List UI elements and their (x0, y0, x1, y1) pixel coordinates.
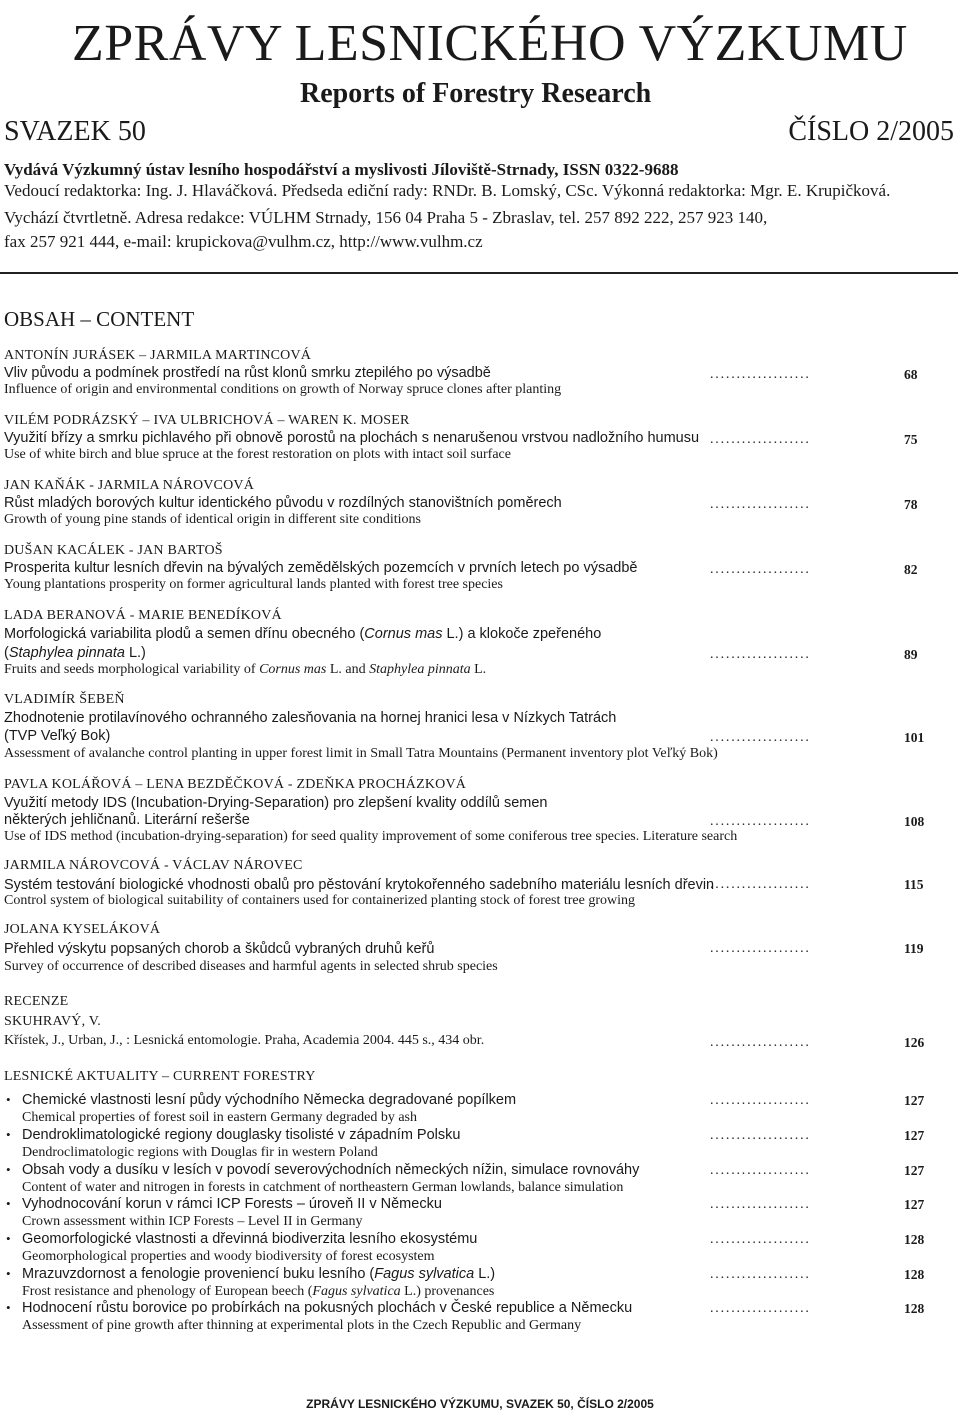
news-title-cz: Hodnocení růstu borovice po probírkách na pokusných plochách v České republice a Německu (22, 1300, 633, 1316)
news-title-en: Geomorphological properties and woody biodiversity of forest ecosystem (22, 1249, 435, 1264)
news-title-en: Content of water and nitrogen in forests in catchment of northeastern German lowlands, balance simulation (22, 1180, 624, 1195)
leader-dots: ................... (710, 1267, 811, 1282)
bullet-icon: • (6, 1300, 11, 1315)
entry-authors: ANTONÍN JURÁSEK – JARMILA MARTINCOVÁ (4, 348, 312, 363)
entry-title-cz: Přehled výskytu popsaných chorob a škůdců vybraných druhů keřů (4, 941, 435, 957)
leader-dots: ................... (710, 432, 811, 447)
leader-dots: ................... (710, 1163, 811, 1178)
leader-dots: ................... (710, 1093, 811, 1108)
entry-authors: JOLANA KYSELÁKOVÁ (4, 922, 161, 937)
header-divider (0, 272, 958, 274)
entry-title-en: Use of IDS method (incubation-drying-separation) for seed quality improvement of some coniferous tree species. Literature search (4, 829, 738, 844)
leader-dots: ................... (710, 814, 811, 829)
leader-dots: ................... (710, 562, 811, 577)
news-title-en: Frost resistance and phenology of European beech (Fagus sylvatica L.) provenances (22, 1284, 495, 1299)
entry-page: 101 (904, 730, 925, 745)
entry-authors: VLADIMÍR ŠEBEŇ (4, 692, 125, 707)
contact-line: fax 257 921 444, e-mail: krupickova@vulhm.cz, http://www.vulhm.cz (4, 232, 483, 251)
news-title-en: Dendroclimatologic regions with Douglas fir in western Poland (22, 1145, 378, 1160)
entry-page: 127 (904, 1093, 925, 1108)
journal-subtitle: Reports of Forestry Research (300, 78, 652, 109)
address-line: Vychází čtvrtletně. Adresa redakce: VÚLHM Strnady, 156 04 Praha 5 - Zbraslav, tel. 257 892 222, 257 923 140, (4, 208, 768, 227)
entry-authors: LADA BERANOVÁ - MARIE BENEDÍKOVÁ (4, 608, 282, 623)
entry-page: 127 (904, 1128, 925, 1143)
entry-page: 89 (904, 647, 918, 662)
leader-dots: ................... (710, 367, 811, 382)
entry-title-cz: Systém testování biologické vhodnosti obalů pro pěstování krytokořenného sadebního materiálu lesních dřevin (4, 877, 715, 893)
entry-authors: DUŠAN KACÁLEK - JAN BARTOŠ (4, 543, 223, 558)
entry-title-en: Fruits and seeds morphological variability of Cornus mas L. and Staphylea pinnata L. (4, 662, 487, 677)
entry-title-cz: Využití metody IDS (Incubation-Drying-Separation) pro zlepšení kvality oddílů semen (4, 795, 548, 811)
entry-page: 108 (904, 814, 925, 829)
bullet-icon: • (6, 1092, 11, 1107)
entry-title-cz-cont: některých jehličnanů. Literární rešerše (4, 812, 250, 828)
news-title-en: Crown assessment within ICP Forests – Level II in Germany (22, 1214, 363, 1229)
publisher-line: Vydává Výzkumný ústav lesního hospodářství a myslivosti Jíloviště-Strnady, ISSN 0322-9688 (4, 160, 679, 179)
entry-page: 128 (904, 1301, 925, 1316)
entry-page: 128 (904, 1267, 925, 1282)
page-footer: ZPRÁVY LESNICKÉHO VÝZKUMU, SVAZEK 50, ČÍSLO 2/2005 (306, 1397, 654, 1411)
news-title-cz: Mrazuvzdornost a fenologie proveniencí buku lesního (Fagus sylvatica L.) (22, 1266, 496, 1282)
entry-authors: JARMILA NÁROVCOVÁ - VÁCLAV NÁROVEC (4, 858, 303, 873)
entry-page: 127 (904, 1197, 925, 1212)
leader-dots: ................... (710, 1232, 811, 1247)
entry-title-en: Survey of occurrence of described diseases and harmful agents in selected shrub species (4, 959, 498, 974)
review-text: Křístek, J., Urban, J., : Lesnická entomologie. Praha, Academia 2004. 445 s., 434 obr. (4, 1033, 485, 1048)
entry-authors: VILÉM PODRÁZSKÝ – IVA ULBRICHOVÁ – WAREN K. MOSER (4, 413, 410, 428)
entry-title-en: Young plantations prosperity on former agricultural lands planted with forest tree species (4, 577, 503, 592)
entry-title-en: Influence of origin and environmental conditions on growth of Norway spruce clones after planting (4, 382, 562, 397)
bullet-icon: • (6, 1127, 11, 1142)
bullet-icon: • (6, 1266, 11, 1281)
leader-dots: ................... (710, 1035, 811, 1050)
entry-page: 78 (904, 497, 918, 512)
bullet-icon: • (6, 1231, 11, 1246)
bullet-icon: • (6, 1162, 11, 1177)
entry-title-cz: Prosperita kultur lesních dřevin na bývalých zemědělských pozemcích v prvních letech po výsadbě (4, 560, 638, 576)
review-author: SKUHRAVÝ, V. (4, 1014, 101, 1029)
entry-page: 119 (904, 941, 924, 956)
entry-title-cz: Vliv původu a podmínek prostředí na růst klonů smrku ztepilého po výsadbě (4, 365, 491, 381)
entry-page: 128 (904, 1232, 925, 1247)
entry-authors: JAN KAŇÁK - JARMILA NÁROVCOVÁ (4, 478, 255, 493)
entry-title-en: Control system of biological suitability of containers used for containerized planting stock of forest tree growing (4, 893, 636, 908)
bullet-icon: • (6, 1196, 11, 1211)
entry-title-en: Use of white birch and blue spruce at the forest restoration on plots with intact soil surface (4, 447, 511, 462)
leader-dots: ................... (710, 941, 811, 956)
leader-dots: ................... (710, 1128, 811, 1143)
leader-dots: ................... (710, 647, 811, 662)
entry-title-cz: Morfologická variabilita plodů a semen dřínu obecného (Cornus mas L.) a klokoče zpeřeného (4, 626, 602, 642)
news-title-cz: Vyhodnocování korun v rámci ICP Forests – úroveň II v Německu (22, 1196, 442, 1212)
leader-dots: ................... (710, 1197, 811, 1212)
news-title-cz: Dendroklimatologické regiony douglasky tisolisté v západním Polsku (22, 1127, 461, 1143)
review-heading: RECENZE (4, 994, 69, 1009)
entry-page: 68 (904, 367, 918, 382)
news-title-cz: Chemické vlastnosti lesní půdy východního Německa degradované popílkem (22, 1092, 517, 1108)
issue-number: ČÍSLO 2/2005 (788, 116, 954, 147)
entry-title-cz-cont: (Staphylea pinnata L.) (4, 645, 146, 661)
news-title-en: Chemical properties of forest soil in eastern Germany degraded by ash (22, 1110, 417, 1125)
entry-title-cz-cont: (TVP Veľký Bok) (4, 728, 111, 744)
news-heading: LESNICKÉ AKTUALITY – CURRENT FORESTRY (4, 1069, 316, 1084)
news-title-cz: Geomorfologické vlastnosti a dřevinná biodiverzita lesního ekosystému (22, 1231, 478, 1247)
entry-page: 75 (904, 432, 918, 447)
entry-title-en: Growth of young pine stands of identical origin in different site conditions (4, 512, 421, 527)
contents-heading: OBSAH – CONTENT (4, 307, 195, 331)
entry-page: 126 (904, 1035, 925, 1050)
leader-dots: ................... (710, 1301, 811, 1316)
entry-page: 115 (904, 877, 924, 892)
entry-title-en: Assessment of avalanche control planting in upper forest limit in Small Tatra Mountains (Permanent inventory plot Veľký Bok) (4, 746, 718, 761)
entry-page: 82 (904, 562, 918, 577)
entry-authors: PAVLA KOLÁŘOVÁ – LENA BEZDĚČKOVÁ - ZDEŇKA PROCHÁZKOVÁ (4, 777, 467, 792)
entry-title-cz: Zhodnotenie protilavínového ochranného zalesňovania na hornej hranici lesa v Nízkych Tatrách (4, 710, 617, 726)
entry-title-cz: Růst mladých borových kultur identického původu v rozdílných stanovištních poměrech (4, 495, 562, 511)
journal-title: ZPRÁVY LESNICKÉHO VÝZKUMU (72, 15, 908, 72)
leader-dots: ................... (710, 497, 811, 512)
leader-dots: ................... (710, 730, 811, 745)
news-title-cz: Obsah vody a dusíku v lesích v povodí severovýchodních německých nížin, simulace rovnováhy (22, 1162, 640, 1178)
entry-page: 127 (904, 1163, 925, 1178)
entry-title-cz: Využití břízy a smrku pichlavého při obnově porostů na plochách s nenarušenou vrstvou nadložního humusu (4, 430, 700, 446)
editors-line: Vedoucí redaktorka: Ing. J. Hlaváčková. Předseda ediční rady: RNDr. B. Lomský, CSc. Výkonná redaktorka: Mgr. E. Krupičková. (4, 181, 891, 200)
leader-dots: ................... (710, 877, 811, 892)
news-title-en: Assessment of pine growth after thinning at experimental plots in the Czech Republic and Germany (22, 1318, 582, 1333)
volume-number: SVAZEK 50 (4, 116, 146, 147)
